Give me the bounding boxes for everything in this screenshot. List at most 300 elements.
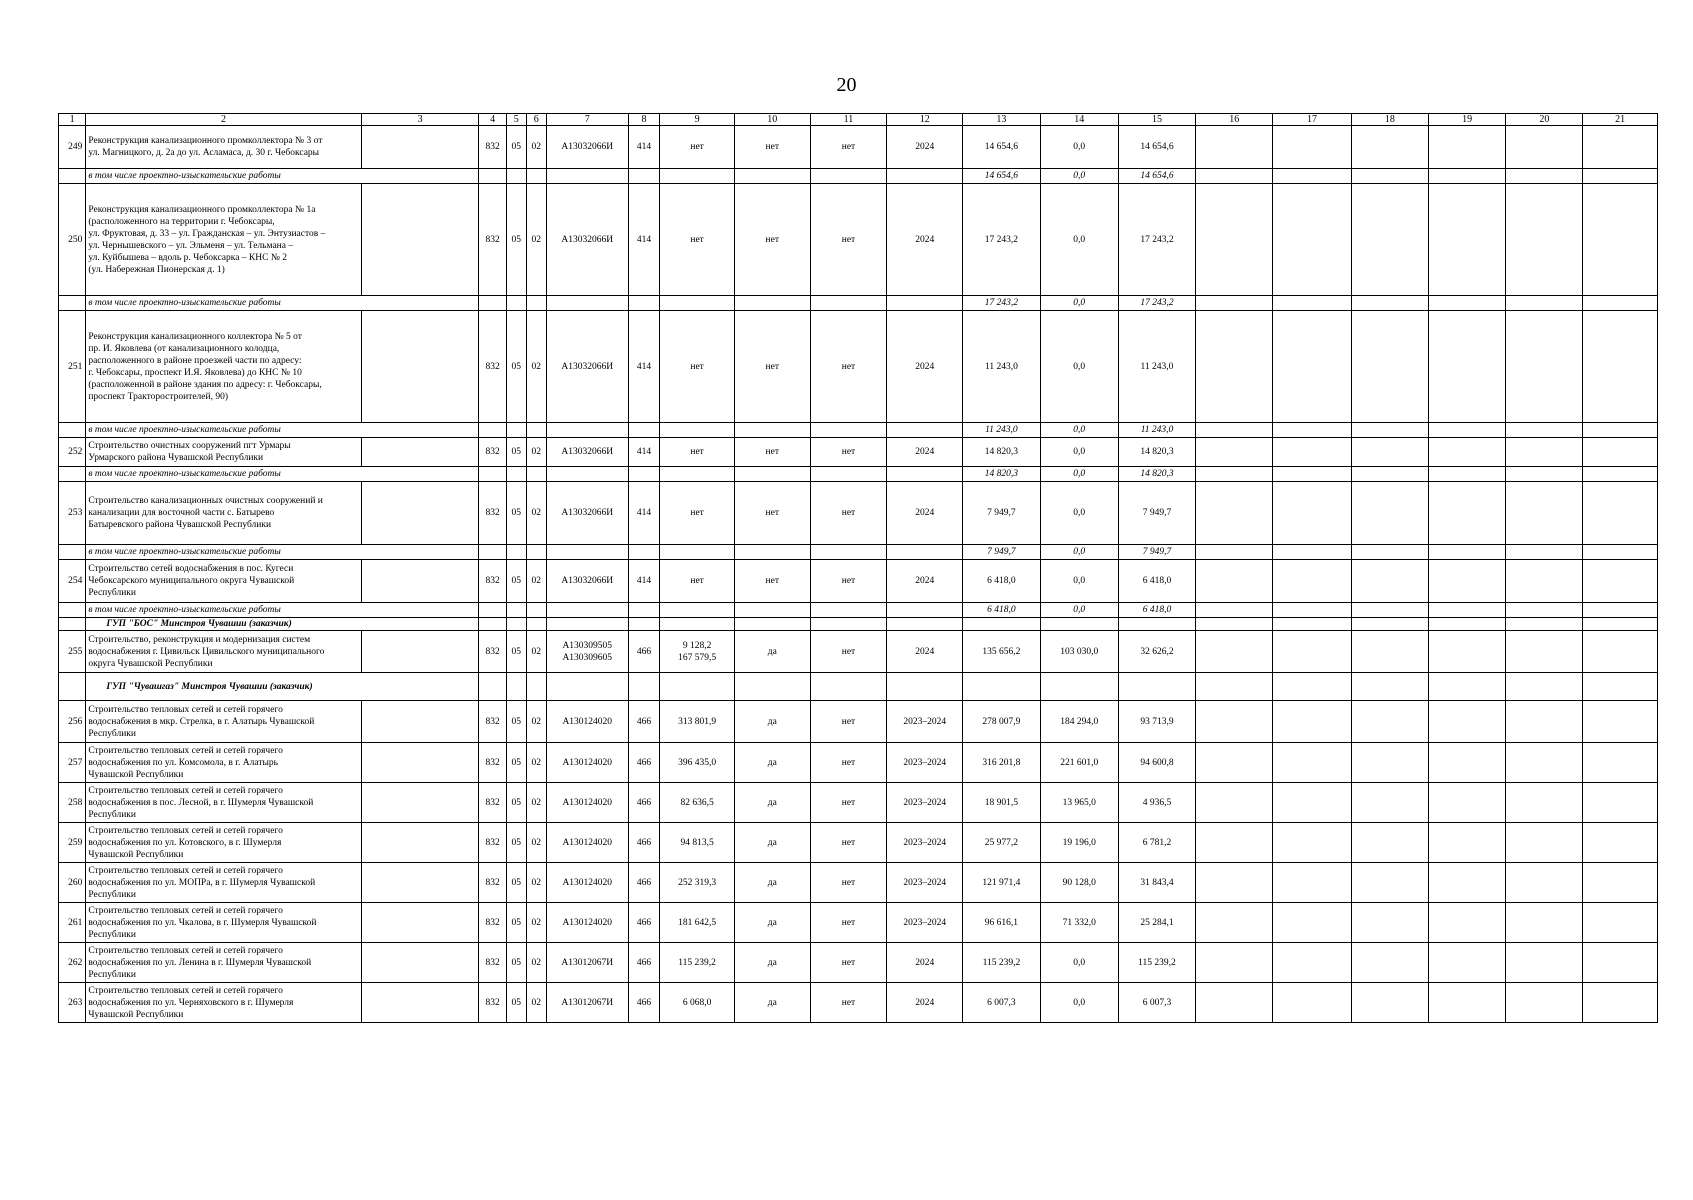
object-name: Реконструкция канализационного промколлектора № 3 от ул. Магницкого, д. 2а до ул. Асламаса, д. 30 г. Чебоксары [86,126,361,169]
cell-12 [887,603,963,618]
cell-18 [1351,126,1428,169]
cell-5 [506,545,526,560]
cell-15: 115 239,2 [1118,943,1196,983]
cell-13: 11 243,0 [963,311,1041,423]
cell-21 [1583,311,1658,423]
cell-15: 93 713,9 [1118,701,1196,743]
cell-10: да [734,903,810,943]
cell-8 [628,618,660,631]
cell-8: 414 [628,438,660,467]
cell-9: 94 813,5 [660,823,735,863]
cell-14: 13 965,0 [1040,783,1118,823]
cell-12: 2024 [887,631,963,673]
cell-11: нет [810,184,887,296]
cell-4 [479,296,506,311]
cell-13: 316 201,8 [963,743,1041,783]
cell-10 [734,467,810,482]
cell-20 [1506,701,1583,743]
cell-16 [1196,438,1273,467]
row-number-cell [59,467,86,482]
cell-10: нет [734,482,810,545]
cell-19 [1428,673,1506,701]
cell-8: 466 [628,943,660,983]
cell-12: 2023–2024 [887,823,963,863]
cell-12 [887,545,963,560]
row-number-cell [59,673,86,701]
subtotal-row [59,467,1658,482]
cell-21 [1583,545,1658,560]
subtotal-c15: 17 243,2 [1118,296,1196,311]
cell-7: А130124020 [546,863,628,903]
cell-9 [660,545,735,560]
table-row [59,631,1658,673]
cell-7: А130124020 [546,903,628,943]
cell-4: 832 [479,126,506,169]
cell-10 [734,296,810,311]
cell-13: 7 949,7 [963,482,1041,545]
cell-19 [1428,701,1506,743]
subtotal-c13: 14 654,6 [963,169,1041,184]
cell-4: 832 [479,311,506,423]
cell-6: 02 [526,701,546,743]
cell-9 [660,618,735,631]
cell-20 [1506,296,1583,311]
cell-14: 0,0 [1040,943,1118,983]
cell-11 [810,603,887,618]
cell-5 [506,618,526,631]
header-cell-5: 5 [506,114,526,126]
cell-21 [1583,184,1658,296]
cell-21 [1583,467,1658,482]
cell-13: 6 007,3 [963,983,1041,1023]
subtotal-row [59,545,1658,560]
object-name: Реконструкция канализационного промколлектора № 1а (расположенного на территории г. Чебоксары, ул. Фруктовая, д. 33 – ул. Гражданская – ул. Энтузиастов – ул. Чернышевского – ул. Эльменя – ул. Тельмана – ул. Куйбышева – вдоль р. Чебоксарка – КНС № 2 (ул. Набережная Пионерская д. 1) [86,184,361,296]
cell-11: нет [810,943,887,983]
subtotal-c15: 7 949,7 [1118,545,1196,560]
cell-11: нет [810,983,887,1023]
cell-15: 94 600,8 [1118,743,1196,783]
cell-9: нет [660,126,735,169]
cell-12: 2024 [887,126,963,169]
cell-18 [1351,545,1428,560]
object-name: Строительство тепловых сетей и сетей горячего водоснабжения по ул. Комсомола, в г. Алатырь Чувашской Республики [86,743,361,783]
subtotal-c13: 14 820,3 [963,467,1041,482]
cell-18 [1351,296,1428,311]
subtotal-c14: 0,0 [1040,467,1118,482]
cell-20 [1506,560,1583,603]
cell-14: 184 294,0 [1040,701,1118,743]
cell-3 [361,184,479,296]
cell-20 [1506,482,1583,545]
cell-13: 18 901,5 [963,783,1041,823]
cell-7: А130124020 [546,823,628,863]
cell-5: 05 [506,701,526,743]
cell-18 [1351,631,1428,673]
cell-5 [506,296,526,311]
cell-21 [1583,482,1658,545]
cell-19 [1428,618,1506,631]
table-row [59,482,1658,545]
subtotal-c14: 0,0 [1040,603,1118,618]
header-cell-6: 6 [526,114,546,126]
cell-15: 14 820,3 [1118,438,1196,467]
row-number: 249 [59,126,86,169]
cell-12: 2024 [887,438,963,467]
cell-21 [1583,560,1658,603]
cell-18 [1351,482,1428,545]
cell-6: 02 [526,863,546,903]
cell-13: 278 007,9 [963,701,1041,743]
cell-18 [1351,184,1428,296]
object-name: Строительство сетей водоснабжения в пос. Кугеси Чебоксарского муниципального округа Чувашской Республики [86,560,361,603]
cell-7: А13032066И [546,438,628,467]
header-cell-2: 2 [86,114,361,126]
cell-11: нет [810,631,887,673]
cell-17 [1273,126,1352,169]
cell-5: 05 [506,631,526,673]
cell-13 [963,673,1041,701]
cell-5: 05 [506,943,526,983]
cell-21 [1583,863,1658,903]
cell-20 [1506,126,1583,169]
row-number: 258 [59,783,86,823]
cell-13: 115 239,2 [963,943,1041,983]
cell-5: 05 [506,743,526,783]
cell-9: нет [660,311,735,423]
cell-10 [734,169,810,184]
cell-5: 05 [506,823,526,863]
cell-11 [810,673,887,701]
subtotal-label: в том числе проектно-изыскательские работы [86,467,479,482]
cell-6: 02 [526,743,546,783]
cell-9 [660,603,735,618]
cell-14: 0,0 [1040,983,1118,1023]
cell-18 [1351,783,1428,823]
cell-19 [1428,311,1506,423]
cell-17 [1273,311,1352,423]
row-number-cell [59,545,86,560]
cell-18 [1351,823,1428,863]
object-name: Строительство очистных сооружений пгт Урмары Урмарского района Чувашской Республики [86,438,361,467]
cell-6 [526,467,546,482]
cell-21 [1583,438,1658,467]
cell-20 [1506,545,1583,560]
cell-14: 0,0 [1040,311,1118,423]
cell-4: 832 [479,983,506,1023]
cell-7 [546,296,628,311]
cell-14: 0,0 [1040,184,1118,296]
group-title: ГУП "Чувашгаз" Минстроя Чувашии (заказчик) [86,673,479,701]
cell-20 [1506,618,1583,631]
cell-8: 414 [628,311,660,423]
cell-10: да [734,943,810,983]
cell-20 [1506,438,1583,467]
cell-7 [546,169,628,184]
cell-18 [1351,311,1428,423]
cell-8 [628,467,660,482]
cell-21 [1583,618,1658,631]
table-row [59,311,1658,423]
row-number: 256 [59,701,86,743]
cell-8: 466 [628,823,660,863]
cell-16 [1196,184,1273,296]
cell-21 [1583,423,1658,438]
cell-15: 31 843,4 [1118,863,1196,903]
cell-19 [1428,743,1506,783]
cell-11: нет [810,701,887,743]
cell-9: 6 068,0 [660,983,735,1023]
cell-9: 313 801,9 [660,701,735,743]
cell-4 [479,673,506,701]
cell-9: 252 319,3 [660,863,735,903]
cell-17 [1273,743,1352,783]
cell-12: 2024 [887,184,963,296]
cell-7: А130124020 [546,701,628,743]
cell-19 [1428,783,1506,823]
cell-4: 832 [479,438,506,467]
cell-17 [1273,618,1352,631]
cell-15: 17 243,2 [1118,184,1196,296]
row-number: 259 [59,823,86,863]
cell-13: 6 418,0 [963,560,1041,603]
cell-17 [1273,467,1352,482]
cell-10: да [734,983,810,1023]
cell-20 [1506,467,1583,482]
cell-18 [1351,438,1428,467]
cell-17 [1273,603,1352,618]
cell-8: 414 [628,126,660,169]
cell-15: 4 936,5 [1118,783,1196,823]
cell-15: 11 243,0 [1118,311,1196,423]
cell-4 [479,169,506,184]
cell-8 [628,296,660,311]
cell-12: 2024 [887,482,963,545]
cell-13: 14 654,6 [963,126,1041,169]
cell-21 [1583,169,1658,184]
cell-13: 17 243,2 [963,184,1041,296]
header-cell-11: 11 [810,114,887,126]
cell-19 [1428,943,1506,983]
cell-10 [734,618,810,631]
cell-4 [479,618,506,631]
cell-16 [1196,783,1273,823]
cell-18 [1351,673,1428,701]
cell-12: 2024 [887,983,963,1023]
row-number: 250 [59,184,86,296]
cell-16 [1196,467,1273,482]
cell-3 [361,560,479,603]
cell-5: 05 [506,983,526,1023]
cell-17 [1273,560,1352,603]
page-number: 20 [836,74,857,96]
cell-10: да [734,743,810,783]
cell-8: 466 [628,903,660,943]
cell-16 [1196,618,1273,631]
subtotal-c13: 17 243,2 [963,296,1041,311]
cell-11 [810,169,887,184]
cell-12 [887,467,963,482]
cell-4: 832 [479,701,506,743]
cell-20 [1506,311,1583,423]
cell-19 [1428,467,1506,482]
cell-3 [361,482,479,545]
cell-16 [1196,169,1273,184]
cell-13 [963,618,1041,631]
cell-15: 6 418,0 [1118,560,1196,603]
cell-7: А13032066И [546,311,628,423]
cell-7: А13032066И [546,560,628,603]
object-name: Строительство, реконструкция и модернизация систем водоснабжения г. Цивильск Цивильского муниципального округа Чувашской Республики [86,631,361,673]
cell-10: да [734,823,810,863]
group-row [59,673,1658,701]
row-number-cell [59,296,86,311]
row-number: 254 [59,560,86,603]
cell-8: 466 [628,863,660,903]
cell-9 [660,169,735,184]
row-number: 251 [59,311,86,423]
cell-17 [1273,823,1352,863]
cell-20 [1506,943,1583,983]
cell-14: 0,0 [1040,438,1118,467]
table-row [59,184,1658,296]
object-name: Строительство тепловых сетей и сетей горячего водоснабжения в мкр. Стрелка, в г. Алатырь Чувашской Республики [86,701,361,743]
header-cell-12: 12 [887,114,963,126]
header-cell-20: 20 [1506,114,1583,126]
cell-11 [810,423,887,438]
subtotal-row [59,169,1658,184]
header-cell-13: 13 [963,114,1041,126]
cell-7: А13012067И [546,983,628,1023]
row-number-cell [59,169,86,184]
cell-9 [660,467,735,482]
object-name: Строительство тепловых сетей и сетей горячего водоснабжения по ул. Черняховского в г. Шумерля Чувашской Республики [86,983,361,1023]
subtotal-c15: 6 418,0 [1118,603,1196,618]
cell-9: нет [660,560,735,603]
cell-20 [1506,743,1583,783]
cell-21 [1583,943,1658,983]
subtotal-label: в том числе проектно-изыскательские работы [86,545,479,560]
subtotal-row [59,296,1658,311]
cell-8 [628,423,660,438]
cell-16 [1196,560,1273,603]
cell-16 [1196,701,1273,743]
cell-21 [1583,673,1658,701]
cell-20 [1506,903,1583,943]
cell-3 [361,311,479,423]
cell-12: 2024 [887,560,963,603]
cell-9 [660,423,735,438]
cell-5: 05 [506,560,526,603]
object-name: Строительство канализационных очистных сооружений и канализации для восточной части с. Батырево Батыревского района Чувашской Республики [86,482,361,545]
cell-5: 05 [506,126,526,169]
cell-17 [1273,863,1352,903]
cell-3 [361,823,479,863]
subtotal-row [59,603,1658,618]
cell-9 [660,673,735,701]
cell-10: нет [734,311,810,423]
cell-21 [1583,903,1658,943]
cell-3 [361,863,479,903]
cell-20 [1506,423,1583,438]
cell-3 [361,783,479,823]
cell-4: 832 [479,631,506,673]
cell-18 [1351,560,1428,603]
cell-11 [810,618,887,631]
cell-18 [1351,743,1428,783]
cell-8 [628,603,660,618]
cell-7: А13032066И [546,482,628,545]
cell-4: 832 [479,823,506,863]
cell-8: 466 [628,983,660,1023]
cell-6: 02 [526,631,546,673]
cell-11: нет [810,311,887,423]
subtotal-c14: 0,0 [1040,169,1118,184]
cell-15: 6 781,2 [1118,823,1196,863]
cell-7: А13032066И [546,126,628,169]
subtotal-label: в том числе проектно-изыскательские работы [86,603,479,618]
cell-13: 135 656,2 [963,631,1041,673]
cell-17 [1273,943,1352,983]
row-number-cell [59,603,86,618]
cell-12: 2023–2024 [887,863,963,903]
cell-16 [1196,903,1273,943]
cell-10: нет [734,560,810,603]
row-number: 252 [59,438,86,467]
subtotal-c15: 14 820,3 [1118,467,1196,482]
cell-16 [1196,311,1273,423]
cell-7: А130124020 [546,743,628,783]
cell-17 [1273,545,1352,560]
cell-17 [1273,673,1352,701]
cell-16 [1196,743,1273,783]
cell-6: 02 [526,438,546,467]
cell-12: 2024 [887,943,963,983]
cell-6: 02 [526,126,546,169]
cell-17 [1273,631,1352,673]
cell-13: 25 977,2 [963,823,1041,863]
cell-8: 466 [628,631,660,673]
cell-8: 466 [628,743,660,783]
cell-20 [1506,983,1583,1023]
cell-11: нет [810,903,887,943]
cell-19 [1428,184,1506,296]
cell-6: 02 [526,903,546,943]
cell-21 [1583,126,1658,169]
cell-7 [546,618,628,631]
cell-5: 05 [506,482,526,545]
cell-9 [660,296,735,311]
cell-20 [1506,184,1583,296]
cell-8 [628,545,660,560]
cell-8 [628,169,660,184]
group-title: ГУП "БОС" Минстроя Чувашии (заказчик) [86,618,479,631]
cell-17 [1273,438,1352,467]
cell-6: 02 [526,943,546,983]
cell-18 [1351,423,1428,438]
cell-19 [1428,823,1506,863]
cell-7 [546,467,628,482]
cell-11: нет [810,783,887,823]
cell-16 [1196,603,1273,618]
cell-17 [1273,423,1352,438]
cell-5 [506,169,526,184]
row-number: 261 [59,903,86,943]
cell-9: 9 128,2 167 579,5 [660,631,735,673]
header-cell-18: 18 [1351,114,1428,126]
cell-17 [1273,184,1352,296]
cell-7: А130124020 [546,783,628,823]
cell-13: 121 971,4 [963,863,1041,903]
